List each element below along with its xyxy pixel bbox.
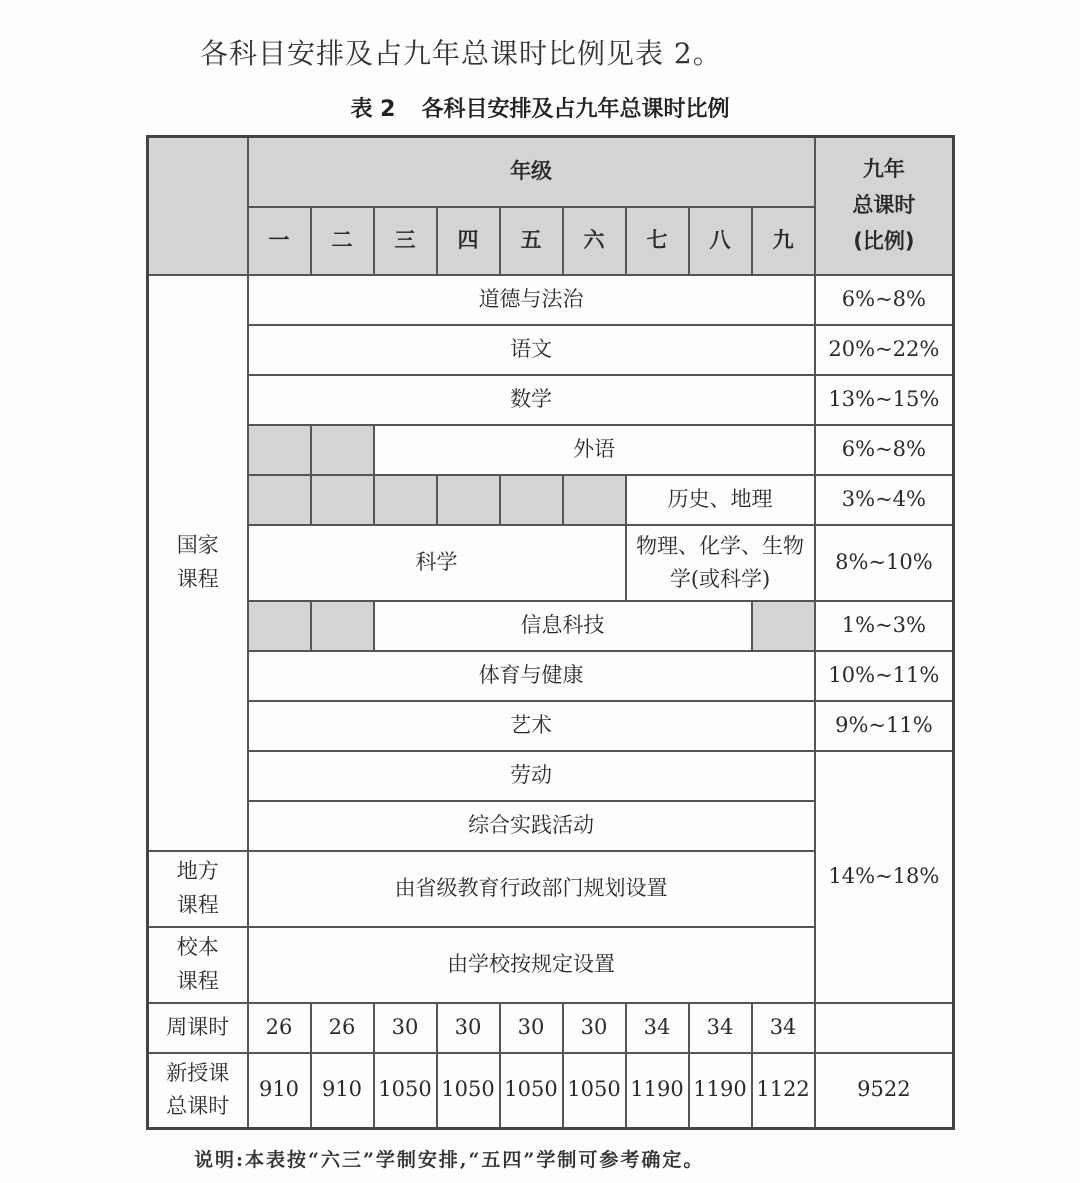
total-label-line2: 总课时 [166,1094,230,1119]
subject-row-chinese [148,325,954,375]
subject-name: 外语 [374,425,815,475]
weekly-value: 30 [500,1003,563,1053]
subject-row-math [148,375,954,425]
subject-name: 道德与法治 [248,275,815,325]
subject-ratio: 20%~22% [815,325,954,375]
header-row [148,137,954,207]
subject-row-art [148,701,954,751]
not-offered-cell [500,475,563,525]
category-local-line1: 地方 [176,858,219,883]
weekly-empty-cell [815,1003,954,1053]
subject-name: 由学校按规定设置 [248,927,815,1003]
subject-name: 历史、地理 [626,475,815,525]
subject-ratio: 8%~10% [815,525,954,601]
weekly-hours-row [148,1003,954,1053]
subject-row-foreign [148,425,954,475]
category-local [148,851,248,927]
total-value: 910 [248,1053,311,1129]
science-upper-line1: 物理、化学、生物 [636,533,805,558]
grade-cell: 八 [689,207,752,275]
subject-ratio: 6%~8% [815,275,954,325]
total-value: 1050 [374,1053,437,1129]
table-number: 表 2 [350,97,396,122]
category-national-line1: 国家 [176,532,219,557]
weekly-value: 34 [626,1003,689,1053]
total-value: 1122 [752,1053,815,1129]
not-offered-cell [248,475,311,525]
total-value: 1190 [689,1053,752,1129]
grade-cell: 一 [248,207,311,275]
total-value: 1190 [626,1053,689,1129]
intro-text: 各科目安排及占九年总课时比例见表 2。 [200,37,722,70]
subject-row-history-geo [148,475,954,525]
weekly-value: 34 [689,1003,752,1053]
subject-row-pe [148,651,954,701]
table-caption [0,92,1080,123]
subject-row-labor [148,751,954,801]
weekly-value: 30 [437,1003,500,1053]
grade-cell: 三 [374,207,437,275]
subject-ratio: 10%~11% [815,651,954,701]
not-offered-cell [563,475,626,525]
subject-name: 综合实践活动 [248,801,815,851]
total-header-line1: 九年 [862,157,905,182]
weekly-value: 34 [752,1003,815,1053]
total-value: 1050 [437,1053,500,1129]
not-offered-cell [248,601,311,651]
subject-row-it [148,601,954,651]
science-upper-line2: 学(或科学) [669,566,771,591]
not-offered-cell [437,475,500,525]
subject-name-upper [626,525,815,601]
category-school [148,927,248,1003]
subject-name: 数学 [248,375,815,425]
total-hours-row [148,1053,954,1129]
total-sum: 9522 [815,1053,954,1129]
not-offered-cell [374,475,437,525]
not-offered-cell [311,475,374,525]
total-value: 1050 [500,1053,563,1129]
subject-ratio: 3%~4% [815,475,954,525]
total-value: 910 [311,1053,374,1129]
category-national [148,275,248,851]
category-school-line2: 课程 [176,968,219,993]
not-offered-cell [311,425,374,475]
subject-name: 科学 [248,525,626,601]
weekly-label: 周课时 [148,1003,248,1053]
corner-cell [148,137,248,275]
total-label [148,1053,248,1129]
weekly-value: 26 [248,1003,311,1053]
weekly-value: 30 [563,1003,626,1053]
grade-cell: 四 [437,207,500,275]
not-offered-cell [752,601,815,651]
not-offered-cell [311,601,374,651]
subject-name: 信息科技 [374,601,752,651]
subject-ratio: 1%~3% [815,601,954,651]
subject-name: 体育与健康 [248,651,815,701]
total-value: 1050 [563,1053,626,1129]
grade-cell: 五 [500,207,563,275]
footnote: 说明:本表按“六三”学制安排,“五四”学制可参考确定。 [194,1149,705,1171]
category-national-line2: 课程 [176,566,219,591]
curriculum-table [146,135,955,1130]
subject-ratio: 9%~11% [815,701,954,751]
category-school-line1: 校本 [176,934,219,959]
subject-ratio: 13%~15% [815,375,954,425]
total-header-line3: (比例) [853,228,915,253]
weekly-value: 30 [374,1003,437,1053]
weekly-value: 26 [311,1003,374,1053]
subject-name: 由省级教育行政部门规划设置 [248,851,815,927]
subject-row-science [148,525,954,601]
subject-ratio: 6%~8% [815,425,954,475]
grade-header: 年级 [248,137,815,207]
grade-cell: 七 [626,207,689,275]
subject-name: 艺术 [248,701,815,751]
subject-name: 劳动 [248,751,815,801]
grade-cell: 九 [752,207,815,275]
grade-cell: 六 [563,207,626,275]
category-local-line2: 课程 [176,892,219,917]
subject-row-morality [148,275,954,325]
total-header-line2: 总课时 [852,192,916,217]
total-label-line1: 新授课 [166,1060,230,1085]
not-offered-cell [248,425,311,475]
total-ratio-header [815,137,954,275]
grade-cell: 二 [311,207,374,275]
subject-name: 语文 [248,325,815,375]
shared-ratio: 14%~18% [815,751,954,1003]
table-title: 各科目安排及占九年总课时比例 [421,97,730,122]
